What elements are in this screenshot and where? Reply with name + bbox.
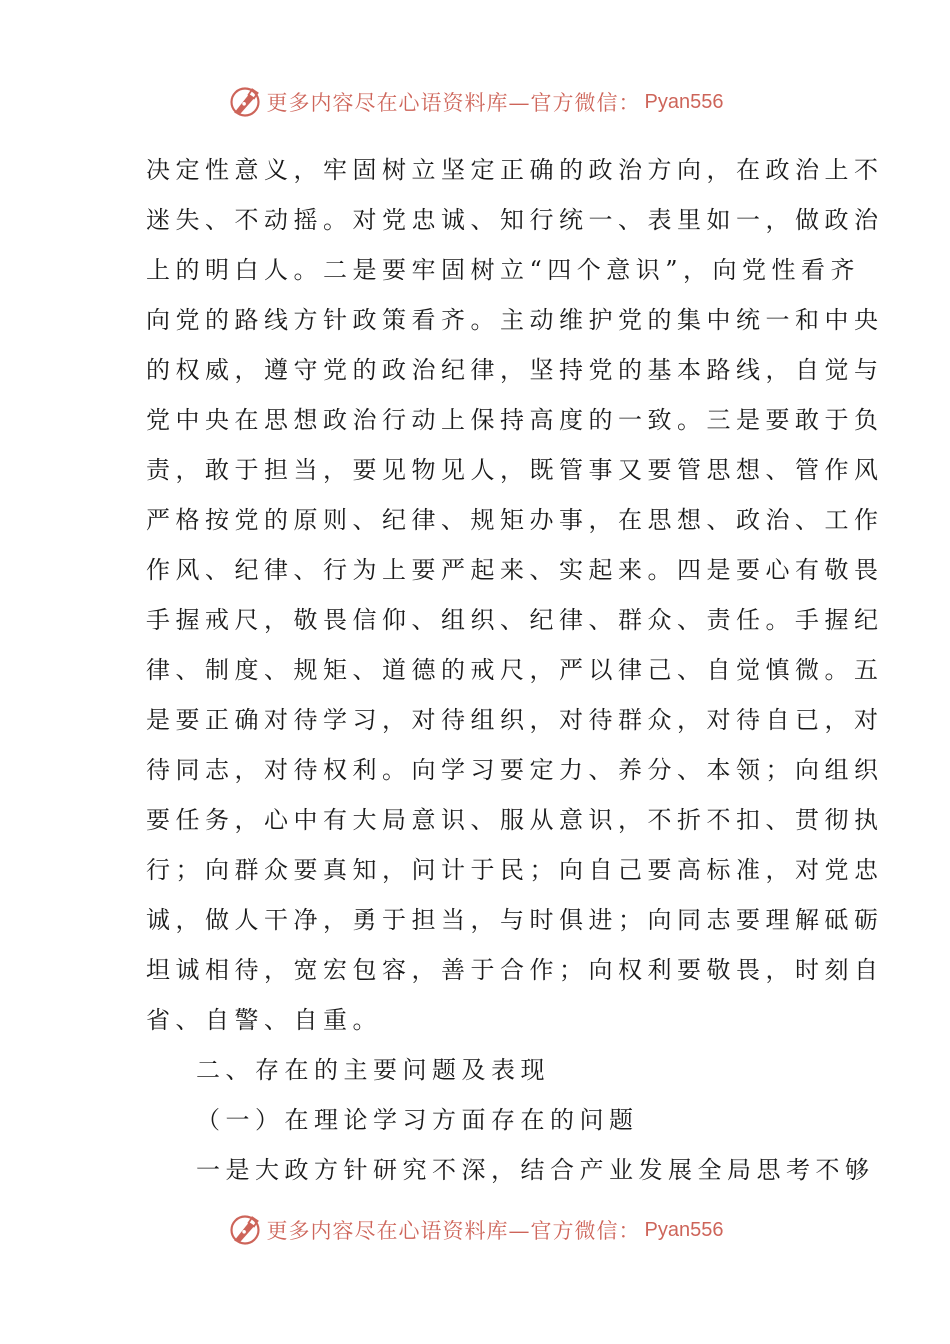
watermark-text: 更多内容尽在心语资料库—官方微信： [266, 1219, 641, 1243]
body-line: 决定性意义，牢固树立坚定正确的政治方向，在政治上不 [146, 156, 884, 184]
body-line: 作风、纪律、行为上要严起来、实起来。四是要心有敬畏 [146, 556, 884, 584]
body-line: 迷失、不动摇。对党忠诚、知行统一、表里如一，做政治 [146, 206, 884, 234]
body-line: 律、制度、规矩、道德的戒尺，严以律己、自觉慎微。五 [146, 656, 884, 684]
footer-watermark [0, 1210, 950, 1250]
body-line: 的权威，遵守党的政治纪律，坚持党的基本路线，自觉与 [146, 356, 884, 384]
header-watermark [0, 82, 950, 122]
watermark-wechat-id: Pyan556 [644, 1218, 724, 1241]
watermark-group [227, 1212, 724, 1248]
pen-nib-seal-icon [227, 1212, 263, 1248]
watermark-group [227, 84, 724, 120]
body-line: 党中央在思想政治行动上保持高度的一致。三是要敢于负 [146, 406, 884, 434]
body-line: 向党的路线方针政策看齐。主动维护党的集中统一和中央 [146, 306, 884, 334]
body-line: 省、自警、自重。 [146, 1006, 382, 1034]
subsection-heading: （一）在理论学习方面存在的问题 [196, 1106, 639, 1134]
body-line: 手握戒尺，敬畏信仰、组织、纪律、群众、责任。手握纪 [146, 606, 884, 634]
body-line: 坦诚相待，宽宏包容，善于合作；向权利要敬畏，时刻自 [146, 956, 884, 984]
watermark-wechat-id: Pyan556 [644, 90, 724, 113]
body-line: 行；向群众要真知，问计于民；向自己要高标准，对党忠 [146, 856, 884, 884]
body-line: 一是大政方针研究不深，结合产业发展全局思考不够 [196, 1156, 875, 1184]
body-line: 待同志，对待权利。向学习要定力、养分、本领；向组织 [146, 756, 884, 784]
body-line: 严格按党的原则、纪律、规矩办事，在思想、政治、工作 [146, 506, 884, 534]
section-heading: 二、存在的主要问题及表现 [196, 1056, 550, 1084]
body-line: 诚，做人干净，勇于担当，与时俱进；向同志要理解砥砺 [146, 906, 884, 934]
body-line: 上的明白人。二是要牢固树立“四个意识”，向党性看齐 [146, 256, 861, 284]
body-line: 责，敢于担当，要见物见人，既管事又要管思想、管作风 [146, 456, 884, 484]
body-line: 是要正确对待学习，对待组织，对待群众，对待自已，对 [146, 706, 884, 734]
pen-nib-seal-icon [227, 84, 263, 120]
watermark-text: 更多内容尽在心语资料库—官方微信： [266, 91, 641, 115]
body-line: 要任务，心中有大局意识、服从意识，不折不扣、贯彻执 [146, 806, 884, 834]
